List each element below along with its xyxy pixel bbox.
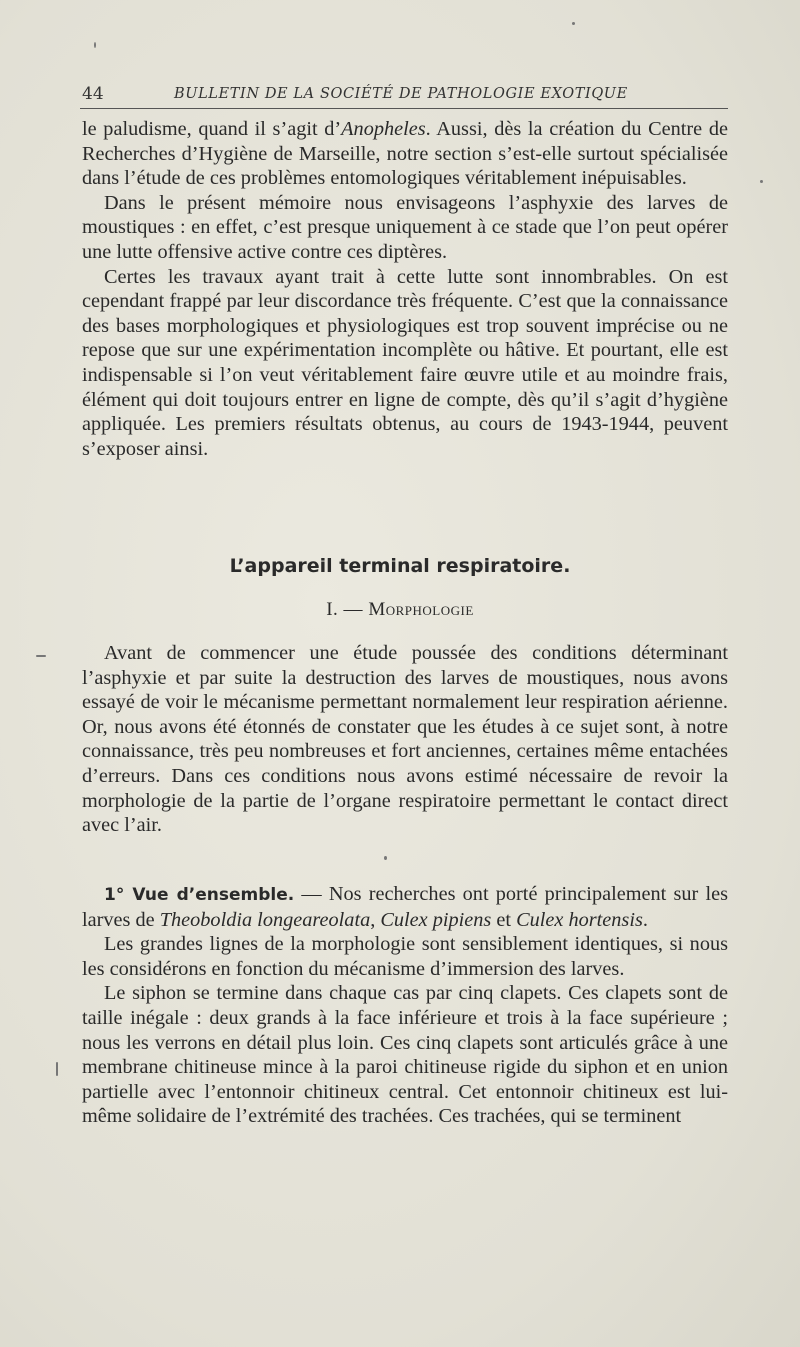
section-title: L’appareil terminal respiratoire.	[229, 555, 571, 577]
overview-text	[82, 882, 728, 1129]
scan-speck	[94, 42, 96, 48]
overview-heading: 1° Vue d’ensemble.	[104, 885, 295, 905]
intro-paragraph-1: le paludisme, quand il s’agit d’Anopheles. Aussi, dès la création du Centre de Recherches d’Hygiène de Marseille, notre section s’est-elle surtout spécialisée dans l’étude de ces problèmes entomologiques véritablement inépuisables.	[82, 118, 728, 190]
intro-paragraph-2: Dans le présent mémoire nous envisageons l’asphyxie des larves de moustiques : en effet, c’est presque uniquement à ce stade que l’on peut opérer une lutte offensive active contre ces diptères.	[82, 191, 728, 263]
subsection-heading	[0, 599, 800, 621]
intro-text	[82, 117, 728, 461]
scan-speck	[56, 1062, 58, 1076]
running-title: BULLETIN DE LA SOCIÉTÉ DE PATHOLOGIE EXOTIQUE	[174, 86, 628, 102]
page-header	[82, 82, 728, 108]
scan-speck	[384, 856, 387, 860]
scan-speck	[572, 22, 575, 25]
header-rule	[80, 108, 728, 109]
overview-paragraph-3: Le siphon se termine dans chaque cas par cinq clapets. Ces clapets sont de taille inégale : deux grands à la face inférieure et trois à la face supérieure ; nous les verrons en détail plus loin. Ces cinq clapets sont articulés grâce à une membrane chitineuse mince à la paroi chitineuse rigide du siphon et en union partielle avec l’entonnoir chitineux central. Cet entonnoir chitineux est lui-même solidaire de l’extrémité des trachées. Ces trachées, qui se terminent	[82, 982, 728, 1128]
scan-speck	[36, 655, 46, 657]
scan-speck	[760, 180, 763, 183]
morphology-text	[82, 641, 728, 838]
species-culex-pipiens: Culex pipiens	[380, 908, 492, 931]
species-culex-hortensis: Culex hortensis	[516, 908, 643, 931]
intro-paragraph-3: Certes les travaux ayant trait à cette lutte sont innombrables. On est cependant frappé par leur discordance très fréquente. C’est que la connaissance des bases morphologiques et physiologiques est trop souvent imprécise ou ne repose que sur une expérimentation incomplète ou hâtive. Et pourtant, elle est indispensable si l’on veut véritablement faire œuvre utile et au moindre frais, élément qui doit toujours entrer en ligne de compte, dès qu’il s’agit d’hygiène appliquée. Les premiers résultats obtenus, au cours de 1943-1944, peuvent s’exposer ainsi.	[82, 265, 728, 460]
overview-paragraph-1: 1° Vue d’ensemble. — Nos recherches ont porté principalement sur les larves de Theoboldia longeareolata, Culex pipiens et Culex hortensis.	[82, 883, 728, 931]
subsection-title: Morphologie	[368, 599, 474, 620]
page-number: 44	[82, 84, 104, 104]
overview-paragraph-2: Les grandes lignes de la morphologie sont sensiblement identiques, si nous les considérons en fonction du mécanisme d’immersion des larves.	[82, 933, 728, 980]
morphology-paragraph: Avant de commencer une étude poussée des conditions déterminant l’asphyxie et par suite la destruction des larves de moustiques, nous avons essayé de voir le mécanisme permettant normalement leur respiration aérienne. Or, nous avons été étonnés de constater que les études à ce sujet sont, à notre connaissance, très peu nombreuses et fort anciennes, certaines même entachées d’erreurs. Dans ces conditions nous avons estimé nécessaire de revoir la morphologie de la partie de l’organe respiratoire permettant le contact direct avec l’air.	[82, 642, 728, 837]
genus-anopheles: Anopheles	[341, 118, 426, 140]
species-theoboldia: Theoboldia longeareolata	[159, 908, 371, 931]
subsection-number: I. —	[326, 599, 364, 620]
